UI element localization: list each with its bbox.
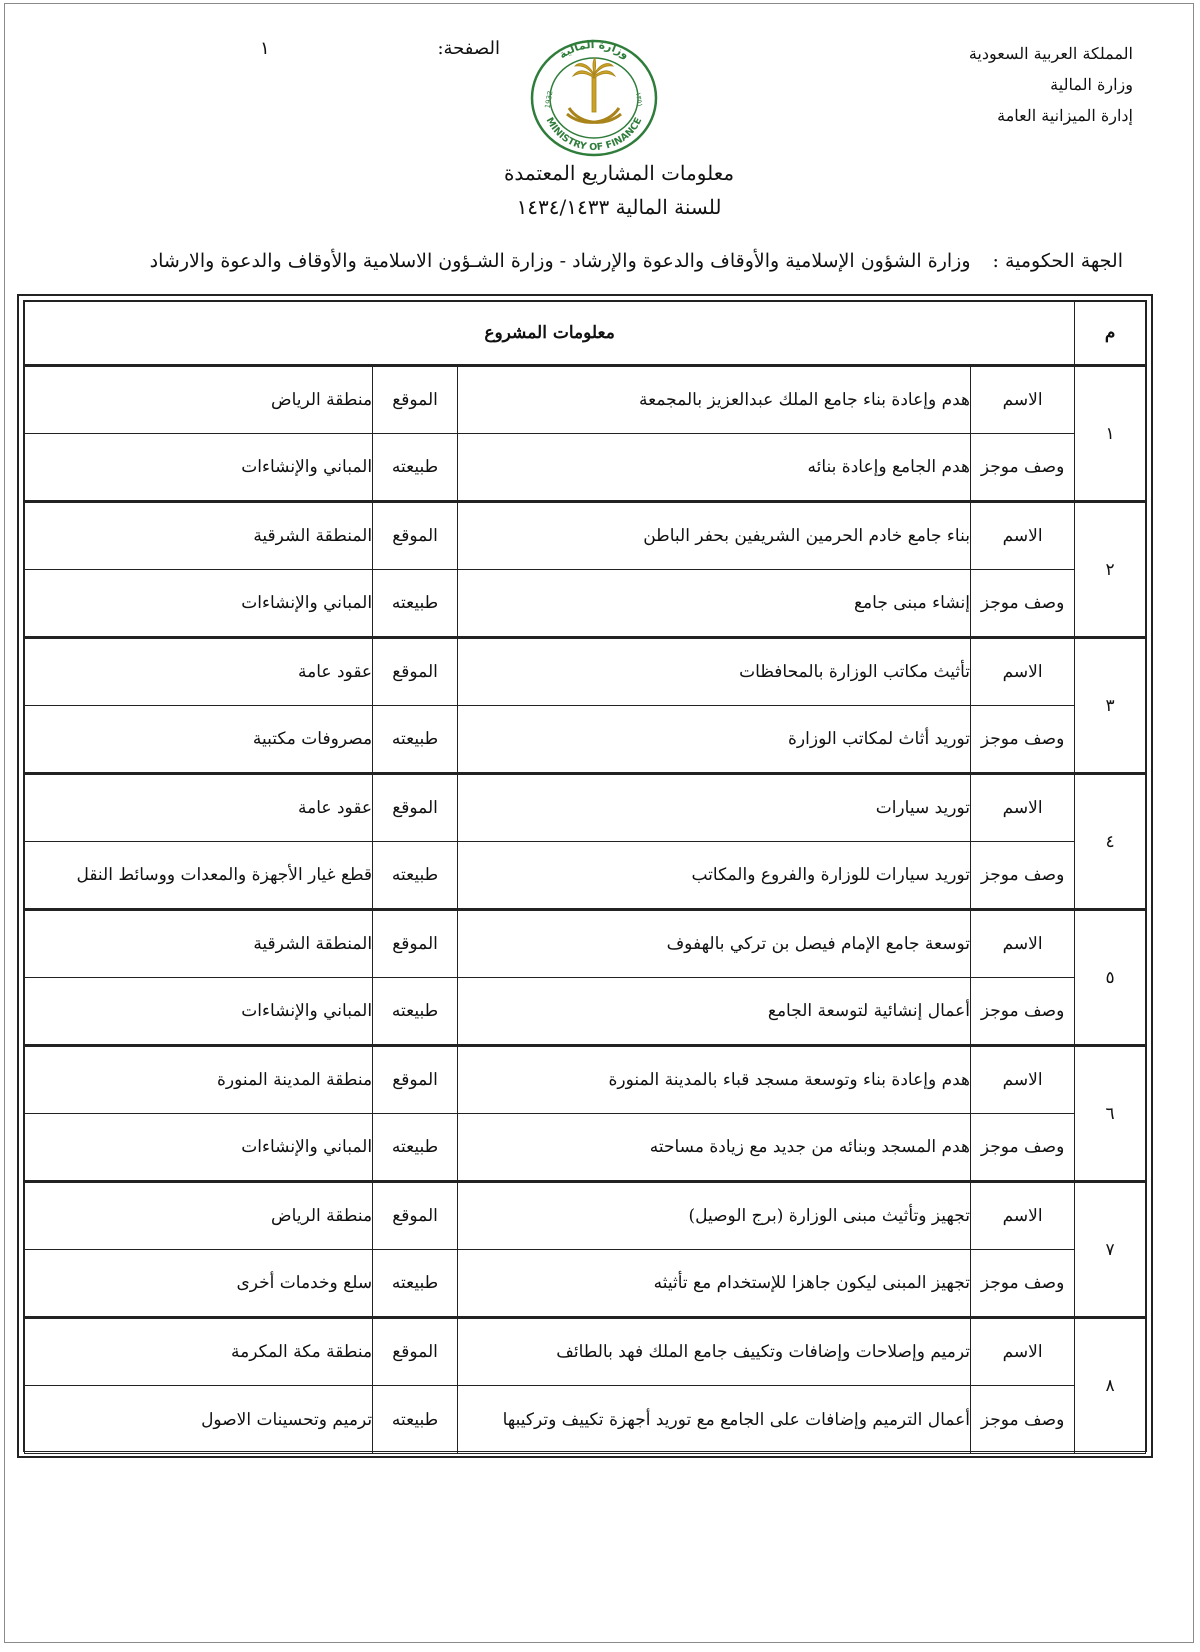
project-description: هدم الجامع وإعادة بنائه	[458, 434, 971, 502]
page-label: الصفحة:	[437, 38, 500, 59]
project-name: توسعة جامع الإمام فيصل بن تركي بالهفوف	[458, 910, 971, 978]
project-number: ٢	[1075, 502, 1146, 638]
nature-label: طبيعته	[373, 706, 458, 774]
project-location: المنطقة الشرقية	[25, 910, 373, 978]
name-label: الاسم	[970, 1046, 1074, 1114]
location-label: الموقع	[373, 774, 458, 842]
entity-label: الجهة الحكومية :	[992, 250, 1123, 272]
project-nature: المباني والإنشاءات	[25, 1114, 373, 1182]
description-label: وصف موجز	[970, 434, 1074, 502]
project-row-name	[25, 1046, 1146, 1114]
entity-value: وزارة الشؤون الإسلامية والأوقاف والدعوة والإرشاد - وزارة الشـؤون الاسلامية والأوقاف والدعوة والارشاد	[149, 250, 971, 272]
project-description: أعمال الترميم وإضافات على الجامع مع توريد أجهزة تكييف وتركيبها	[458, 1386, 971, 1454]
project-name: بناء جامع خادم الحرمين الشريفين بحفر الباطن	[458, 502, 971, 570]
project-number: ٤	[1075, 774, 1146, 910]
seal-english-text: MINISTRY OF FINANCE	[543, 115, 645, 154]
project-name: تأثيث مكاتب الوزارة بالمحافظات	[458, 638, 971, 706]
project-number: ٧	[1075, 1182, 1146, 1318]
project-number: ١	[1075, 366, 1146, 502]
government-entity	[150, 250, 1123, 272]
ministry-name: وزارة المالية	[1050, 75, 1133, 94]
location-label: الموقع	[373, 910, 458, 978]
project-name: توريد سيارات	[458, 774, 971, 842]
project-nature: مصروفات مكتبية	[25, 706, 373, 774]
project-row-description	[25, 1250, 1146, 1318]
title-line-1: معلومات المشاريع المعتمدة	[503, 161, 735, 185]
country-name: المملكة العربية السعودية	[968, 44, 1133, 63]
project-row-name	[25, 1318, 1146, 1386]
name-label: الاسم	[970, 910, 1074, 978]
projects-table-frame	[17, 294, 1153, 1458]
project-name: هدم وإعادة بناء وتوسعة مسجد قباء بالمدينة المنورة	[458, 1046, 971, 1114]
seal-year-left: 1932	[543, 90, 555, 110]
project-row-description	[25, 842, 1146, 910]
name-label: الاسم	[970, 366, 1074, 434]
project-description: إنشاء مبنى جامع	[458, 570, 971, 638]
document-title	[5, 156, 1193, 224]
name-label: الاسم	[970, 638, 1074, 706]
nature-label: طبيعته	[373, 1250, 458, 1318]
nature-label: طبيعته	[373, 1114, 458, 1182]
table-header-row	[25, 302, 1146, 366]
description-label: وصف موجز	[970, 1250, 1074, 1318]
project-location: منطقة مكة المكرمة	[25, 1318, 373, 1386]
project-name: تجهيز وتأثيث مبنى الوزارة (برج الوصيل)	[458, 1182, 971, 1250]
column-number-header: م	[1075, 302, 1146, 366]
project-nature: قطع غيار الأجهزة والمعدات ووسائط النقل	[25, 842, 373, 910]
project-description: هدم المسجد وبنائه من جديد مع زيادة مساحته	[458, 1114, 971, 1182]
ministry-of-finance-seal	[529, 38, 659, 158]
project-nature: المباني والإنشاءات	[25, 978, 373, 1046]
nature-label: طبيعته	[373, 978, 458, 1046]
project-description: توريد سيارات للوزارة والفروع والمكاتب	[458, 842, 971, 910]
nature-label: طبيعته	[373, 842, 458, 910]
project-row-name	[25, 910, 1146, 978]
project-row-description	[25, 1386, 1146, 1454]
project-description: توريد أثاث لمكاتب الوزارة	[458, 706, 971, 774]
location-label: الموقع	[373, 1182, 458, 1250]
project-row-description	[25, 978, 1146, 1046]
project-description: تجهيز المبنى ليكون جاهزا للإستخدام مع تأثيثه	[458, 1250, 971, 1318]
page-number: ١	[260, 38, 270, 59]
department-name: إدارة الميزانية العامة	[997, 106, 1133, 125]
nature-label: طبيعته	[373, 570, 458, 638]
description-label: وصف موجز	[970, 842, 1074, 910]
project-location: منطقة المدينة المنورة	[25, 1046, 373, 1114]
project-location: منطقة الرياض	[25, 1182, 373, 1250]
issuer-block	[969, 38, 1133, 131]
location-label: الموقع	[373, 1318, 458, 1386]
name-label: الاسم	[970, 1318, 1074, 1386]
project-row-description	[25, 706, 1146, 774]
seal-year-right: ١٣٥١	[633, 91, 645, 108]
project-number: ٥	[1075, 910, 1146, 1046]
project-row-name	[25, 638, 1146, 706]
project-name: ترميم وإصلاحات وإضافات وتكييف جامع الملك فهد بالطائف	[458, 1318, 971, 1386]
project-location: عقود عامة	[25, 774, 373, 842]
project-row-name	[25, 1182, 1146, 1250]
project-row-name	[25, 774, 1146, 842]
title-line-2: للسنة المالية ١٤٣٤/١٤٣٣	[516, 195, 722, 219]
description-label: وصف موجز	[970, 978, 1074, 1046]
nature-label: طبيعته	[373, 434, 458, 502]
location-label: الموقع	[373, 638, 458, 706]
name-label: الاسم	[970, 502, 1074, 570]
description-label: وصف موجز	[970, 1114, 1074, 1182]
project-location: منطقة الرياض	[25, 366, 373, 434]
column-info-header: معلومات المشروع	[25, 302, 1075, 366]
project-row-description	[25, 570, 1146, 638]
project-description: أعمال إنشائية لتوسعة الجامع	[458, 978, 971, 1046]
location-label: الموقع	[373, 1046, 458, 1114]
project-nature: ترميم وتحسينات الاصول	[25, 1386, 373, 1454]
page-indicator	[260, 38, 500, 68]
location-label: الموقع	[373, 366, 458, 434]
palm-and-swords-emblem	[567, 58, 621, 122]
project-nature: المباني والإنشاءات	[25, 434, 373, 502]
project-location: المنطقة الشرقية	[25, 502, 373, 570]
projects-table	[24, 301, 1146, 1454]
description-label: وصف موجز	[970, 1386, 1074, 1454]
name-label: الاسم	[970, 1182, 1074, 1250]
project-number: ٣	[1075, 638, 1146, 774]
project-row-description	[25, 1114, 1146, 1182]
location-label: الموقع	[373, 502, 458, 570]
description-label: وصف موجز	[970, 706, 1074, 774]
project-number: ٨	[1075, 1318, 1146, 1454]
project-location: عقود عامة	[25, 638, 373, 706]
document-page	[4, 3, 1194, 1643]
project-number: ٦	[1075, 1046, 1146, 1182]
nature-label: طبيعته	[373, 1386, 458, 1454]
project-row-name	[25, 502, 1146, 570]
project-row-description	[25, 434, 1146, 502]
project-nature: المباني والإنشاءات	[25, 570, 373, 638]
seal-arabic-text: وزارة المالية	[556, 38, 632, 62]
name-label: الاسم	[970, 774, 1074, 842]
project-nature: سلع وخدمات أخرى	[25, 1250, 373, 1318]
project-row-name	[25, 366, 1146, 434]
project-name: هدم وإعادة بناء جامع الملك عبدالعزيز بالمجمعة	[458, 366, 971, 434]
description-label: وصف موجز	[970, 570, 1074, 638]
